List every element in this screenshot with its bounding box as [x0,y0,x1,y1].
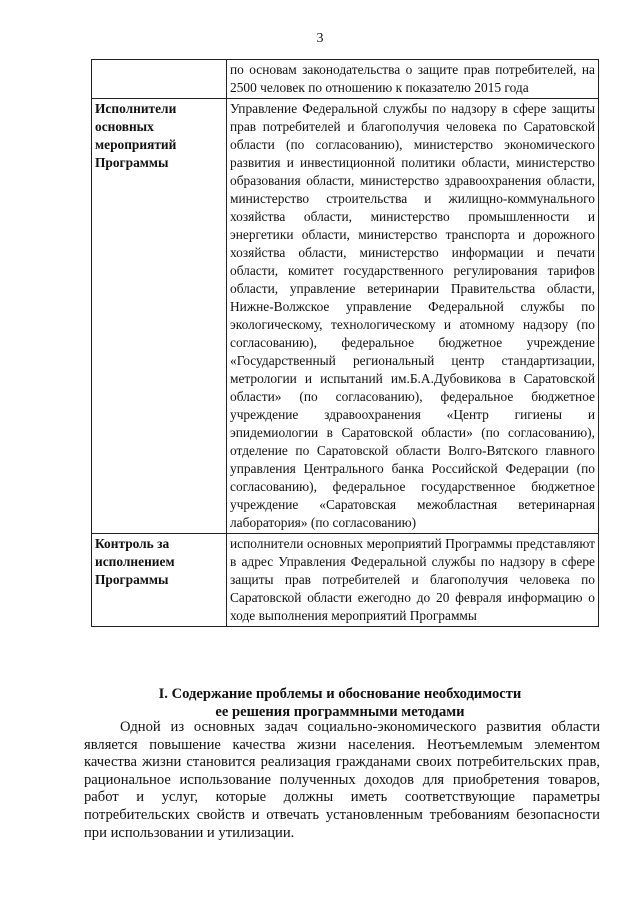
row-text: по основам законодательства о защите прав потребителей, на 2500 человек по отношению к показателю 2015 года [227,60,599,99]
page-number: 3 [316,31,324,46]
section-heading-line-2: ее решения программными методами [215,704,465,720]
table-row [92,60,599,99]
row-label: Исполнители основных мероприятий Программы [92,99,227,534]
table-row [92,534,599,627]
row-label [92,60,227,99]
row-text: Управление Федеральной службы по надзору в сфере защиты прав потребителей и благополучия человека по Саратовской области (по согласованию), министерство экономического развития и инвестиционной политики области, министерство образования области, министерство здравоохранения области, министерство строительства и жилищно-коммунального хозяйства области, министерство промышленности и энергетики области, министерство транспорта и дорожного хозяйства области, министерство информации и печати области, комитет государственного регулирования тарифов области, управление ветеринарии Правительства области, Нижне-Волжское управление Федеральной службы по экологическому, технологическому и атомному надзору (по согласованию), федеральное бюджетное учреждение «Государственный региональный центр стандартизации, метрологии и испытаний им.Б.А.Дубовикова в Саратовской области» (по согласованию), федеральное бюджетное учреждение здравоохранения «Центр гигиены и эпидемиологии в Саратовской области» (по согласованию), отделение по Саратовской области Волго-Вятского главного управления Центрального банка Российской Федерации (по согласованию), федеральное государственное бюджетное учреждение «Саратовская межобластная ветеринарная лаборатория» (по согласованию) [227,99,599,534]
body-paragraph: Одной из основных задач социально-экономического развития области является повышение качества жизни населения. Неотъемлемым элементом качества жизни становится реализация гражданами своих потребительских прав, рациональное использование полученных доходов для приобретения товаров, работ и услуг, которые должны иметь соответствующие параметры потребительских свойств и отвечать установленным требованиям безопасности при использовании и утилизации. [84,719,600,841]
table-row [92,99,599,534]
row-text: исполнители основных мероприятий Программы представляют в адрес Управления Федеральной службы по надзору в сфере защиты прав потребителей и благополучия человека по Саратовской области ежегодно до 20 февраля информацию о ходе выполнения мероприятий Программы [227,534,599,627]
section-heading [80,685,600,721]
section-body [84,719,600,842]
program-passport-table [91,59,599,627]
section-heading-line-1: I. Содержание проблемы и обоснование необходимости [158,686,522,702]
row-label: Контроль за исполнением Программы [92,534,227,627]
